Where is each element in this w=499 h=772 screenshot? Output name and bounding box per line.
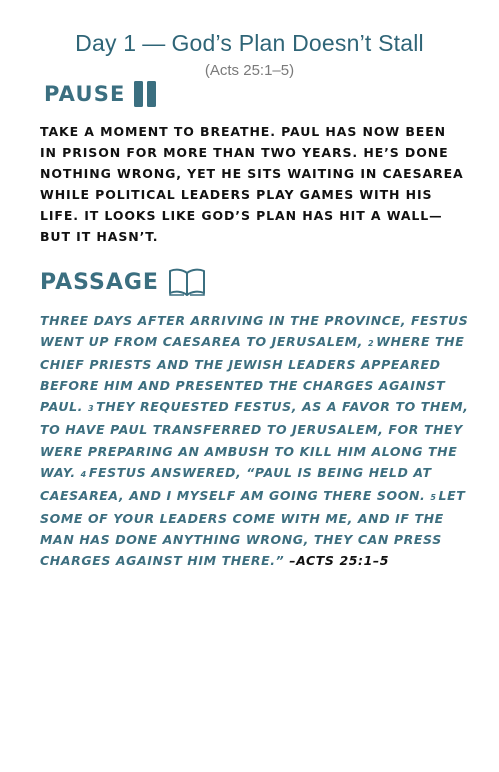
verse-number: 5 bbox=[430, 492, 437, 502]
passage-text: WAY. bbox=[40, 464, 76, 480]
passage-line bbox=[40, 462, 460, 485]
page-title bbox=[0, 30, 499, 57]
title-text: God’s Plan Doesn’t Stall bbox=[171, 30, 424, 56]
passage-line: CHIEF PRIESTS AND THE JEWISH LEADERS APPEARED bbox=[40, 357, 441, 373]
passage-text: LET bbox=[438, 487, 466, 503]
title-day: Day 1 bbox=[75, 30, 137, 56]
passage-heading-label: PASSAGE bbox=[40, 269, 159, 295]
pause-icon bbox=[134, 81, 157, 107]
passage-line: MAN HAS DONE ANYTHING WRONG, THEY CAN PRESS bbox=[40, 531, 442, 547]
passage-line bbox=[40, 331, 465, 354]
pause-line: BUT IT HASN’T. bbox=[40, 229, 159, 244]
title-separator: — bbox=[142, 30, 166, 56]
passage-text: PAUL. bbox=[40, 399, 83, 415]
page-subtitle: (Acts 25:1–5) bbox=[204, 62, 295, 79]
pause-line: TAKE A MOMENT TO BREATHE. PAUL HAS NOW BEEN bbox=[40, 124, 446, 139]
pause-body bbox=[40, 121, 464, 247]
passage-body bbox=[40, 310, 469, 571]
verse-number: 4 bbox=[80, 469, 87, 479]
pause-line: IN PRISON FOR MORE THAN TWO YEARS. HE’S DONE bbox=[40, 145, 449, 160]
passage-text: FESTUS ANSWERED, “PAUL IS BEING HELD AT bbox=[88, 464, 432, 480]
passage-line: WERE PREPARING AN AMBUSH TO KILL HIM ALONG THE bbox=[40, 443, 458, 459]
passage-line bbox=[40, 485, 466, 508]
passage-text: THEY REQUESTED FESTUS, AS A FAVOR TO THEM, bbox=[96, 399, 469, 415]
passage-heading bbox=[40, 266, 207, 298]
pause-heading bbox=[44, 79, 157, 109]
pause-line: NOTHING WRONG, YET HE SITS WAITING IN CAESAREA bbox=[40, 166, 464, 181]
scripture-reference: –ACTS 25:1–5 bbox=[289, 553, 390, 569]
pause-heading-label: PAUSE bbox=[44, 82, 126, 106]
passage-text: CAESAREA, AND I MYSELF AM GOING THERE SOON. bbox=[40, 487, 426, 503]
open-book-icon bbox=[167, 267, 207, 297]
passage-text: WHERE THE bbox=[376, 334, 465, 350]
passage-text: WENT UP FROM CAESAREA TO JERUSALEM, bbox=[40, 334, 364, 350]
verse-number: 2 bbox=[367, 339, 375, 349]
passage-text: CHARGES AGAINST HIM THERE.” bbox=[40, 553, 285, 569]
verse-number: 3 bbox=[87, 404, 95, 414]
pause-line: LIFE. IT LOOKS LIKE GOD’S PLAN HAS HIT A WALL— bbox=[40, 208, 443, 223]
passage-line: TO HAVE PAUL TRANSFERRED TO JERUSALEM, FOR THEY bbox=[40, 422, 463, 438]
passage-line: THREE DAYS AFTER ARRIVING IN THE PROVINCE, FESTUS bbox=[40, 313, 469, 328]
passage-line bbox=[40, 550, 460, 571]
passage-line bbox=[40, 396, 469, 419]
passage-line: BEFORE HIM AND PRESENTED THE CHARGES AGAINST bbox=[40, 378, 446, 394]
pause-line: WHILE POLITICAL LEADERS PLAY GAMES WITH HIS bbox=[40, 187, 433, 202]
passage-line: SOME OF YOUR LEADERS COME WITH ME, AND IF THE bbox=[40, 510, 444, 526]
